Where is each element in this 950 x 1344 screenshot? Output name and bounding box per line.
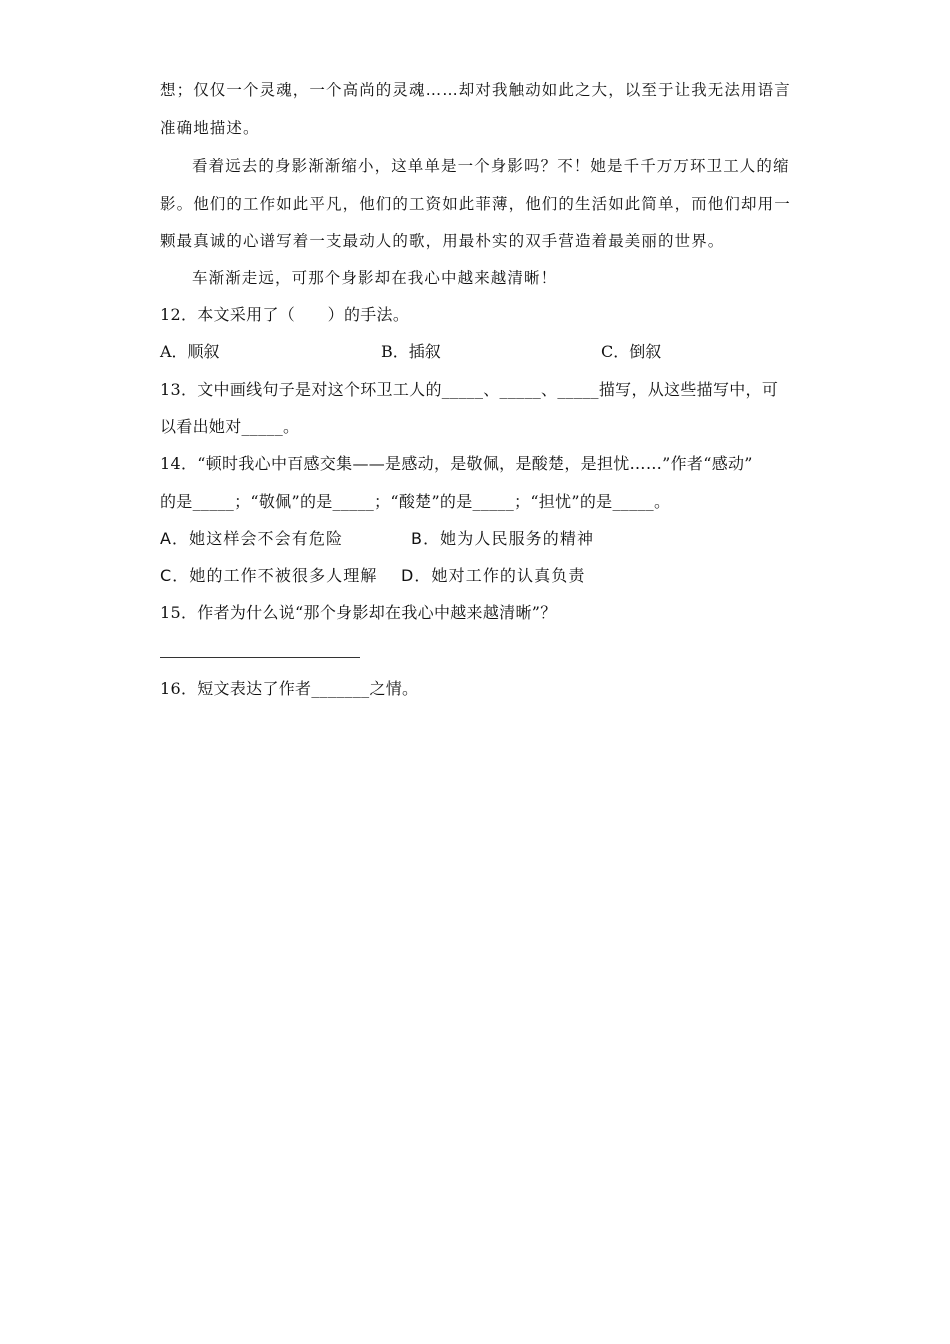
question-15-answer-line[interactable]	[160, 657, 360, 658]
question-14-option-a[interactable]: A．她这样会不会有危险	[160, 529, 344, 548]
question-13-line-1: 13．文中画线句子是对这个环卫工人的_____、_____、_____描写，从这些描写中，可	[160, 380, 779, 399]
question-14-line-1: 14．“顿时我心中百感交集——是感动，是敬佩，是酸楚，是担忧……”作者“感动”	[160, 454, 753, 473]
passage-line-2: 准确地描述。	[160, 119, 260, 137]
passage-line-4: 影。他们的工作如此平凡，他们的工资如此菲薄，他们的生活如此简单，而他们却用一	[160, 195, 791, 213]
question-14-option-c[interactable]: C．她的工作不被很多人理解	[160, 566, 378, 585]
question-14-option-b[interactable]: B．她为人民服务的精神	[411, 529, 595, 548]
question-13-line-2: 以看出她对_____。	[160, 417, 300, 436]
question-12-stem: 12．本文采用了（ ）的手法。	[160, 305, 410, 324]
passage-line-6: 车渐渐走远，可那个身影却在我心中越来越清晰！	[192, 269, 558, 287]
question-14-line-2: 的是_____；“敬佩”的是_____；“酸楚”的是_____；“担忧”的是_____。	[160, 492, 671, 511]
question-12-option-b[interactable]: B．插叙	[381, 342, 441, 361]
passage-line-3: 看着远去的身影渐渐缩小，这单单是一个身影吗？不！她是千千万万环卫工人的缩	[192, 157, 790, 175]
question-15-stem: 15．作者为什么说“那个身影却在我心中越来越清晰”？	[160, 603, 557, 622]
passage-line-1: 想；仅仅一个灵魂，一个高尚的灵魂……却对我触动如此之大，以至于让我无法用语言	[160, 81, 791, 99]
question-12-option-c[interactable]: C．倒叙	[601, 342, 662, 361]
passage-line-5: 颗最真诚的心谱写着一支最动人的歌，用最朴实的双手营造着最美丽的世界。	[160, 232, 725, 250]
question-14-option-d[interactable]: D．她对工作的认真负责	[401, 566, 586, 585]
question-16-stem: 16．短文表达了作者_______之情。	[160, 679, 419, 698]
question-12-option-a[interactable]: A．顺叙	[160, 342, 220, 361]
